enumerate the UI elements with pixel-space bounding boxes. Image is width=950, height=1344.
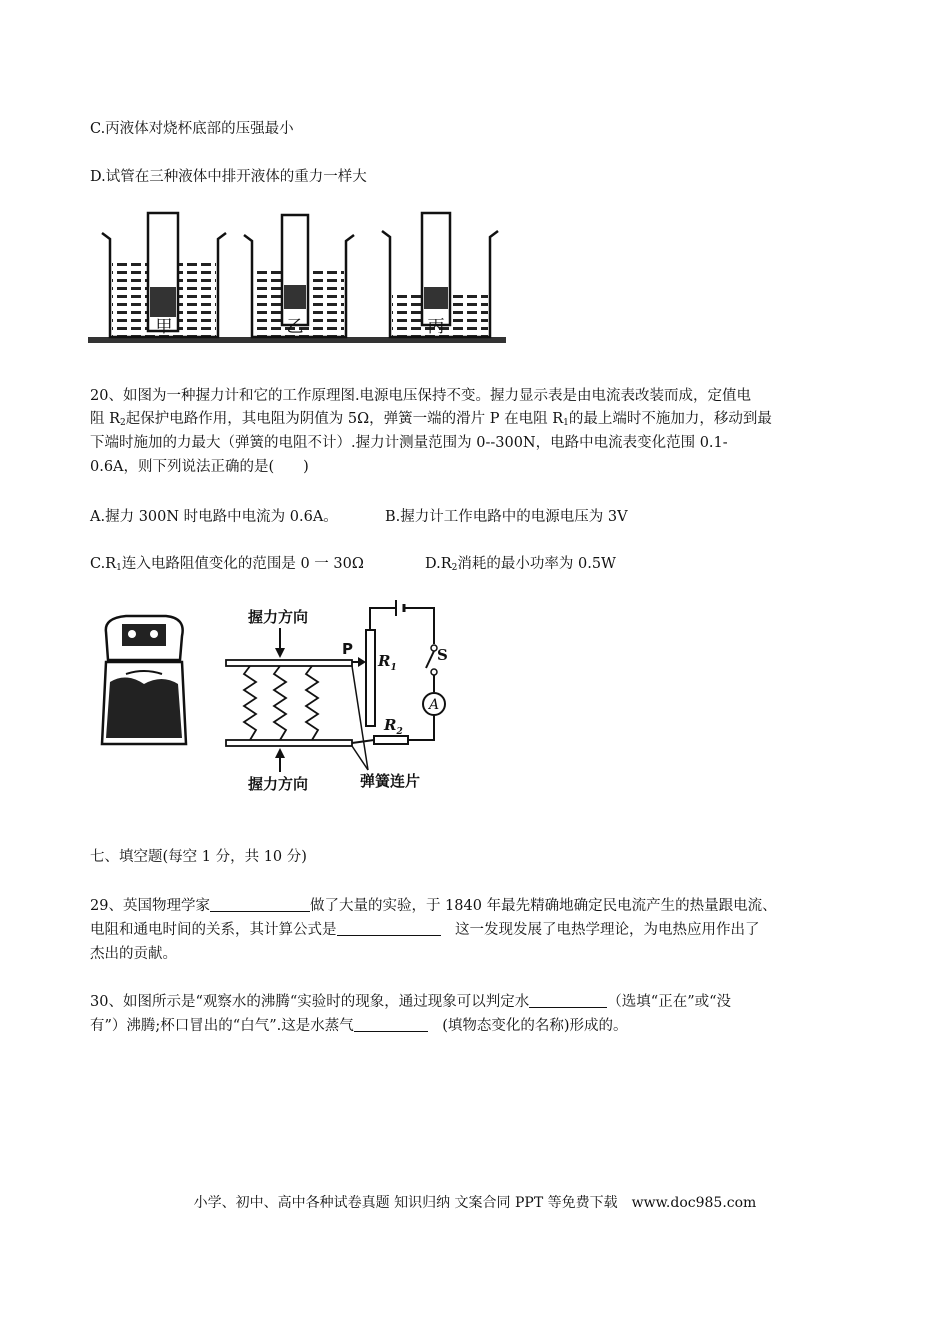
q20-stem-line2-part1: 阻 R xyxy=(90,411,121,427)
spring-connector-label: 弹簧连片 xyxy=(360,772,421,790)
q20-stem-line4: 0.6A，则下列说法正确的是( ) xyxy=(90,459,309,475)
beaker-label-bing: 丙 xyxy=(427,317,445,337)
q30-line2 xyxy=(90,1015,628,1037)
springs xyxy=(244,666,318,740)
q29-part1: 29、英国物理学家 xyxy=(90,898,210,914)
q20-stem-line3: 下端时施加的力最大（弹簧的电阻不计）.握力计测量范围为 0--300N，电路中电流表变化范围 0.1- xyxy=(90,435,728,451)
slider-p-label: P xyxy=(342,640,353,658)
q20-option-a: A.握力 300N 时电路中电流为 0.6A。 xyxy=(90,509,338,525)
q20-option-d-part2: 消耗的最小功率为 0.5W xyxy=(457,556,616,572)
r1-label: $R_1$ xyxy=(378,652,397,673)
q29-part2: 做了大量的实验，于 1840 年最先精确地确定民电流产生的热量跟电流、 xyxy=(309,898,777,914)
q30-part1: 30、如图所示是“观察水的沸腾“实验时的现象，通过现象可以判定水 xyxy=(90,994,530,1010)
q29-part4: 这一发现发展了电热学理论，为电热应用作出了 xyxy=(440,922,760,938)
force-direction-top-label: 握力方向 xyxy=(248,608,309,626)
q20-stem-line1: 20、如图为一种握力计和它的工作原理图.电源电压保持不变。握力显示表是由电流表改装而成，定值电 xyxy=(90,388,752,404)
q20-option-b: B.握力计工作电路中的电源电压为 3V xyxy=(385,509,628,525)
q29-blank-1[interactable] xyxy=(210,897,310,912)
grip-meter-photo xyxy=(96,612,192,752)
force-direction-bottom-label: 握力方向 xyxy=(248,775,309,793)
beaker-label-yi: 乙 xyxy=(286,317,304,337)
option-c-q19: C.丙液体对烧杯底部的压强最小 xyxy=(90,121,294,137)
page-footer: 小学、初中、高中各种试卷真题 知识归纳 文案合同 PPT 等免费下载 www.doc985.com xyxy=(193,1195,757,1211)
r2-label: $R_2$ xyxy=(384,716,403,737)
q29-line3: 杰出的贡献。 xyxy=(90,946,177,962)
q29-line1 xyxy=(90,895,777,917)
q20-stem-line2-part3: 的最上端时不施加力，移动到最 xyxy=(568,411,772,427)
q30-part3: 有”）沸腾;杯口冒出的“白气”.这是水蒸气 xyxy=(90,1018,354,1034)
q30-part2: （选填“正在”或“没 xyxy=(607,994,732,1010)
q30-part4: (填物态变化的名称)形成的。 xyxy=(427,1018,628,1034)
circuit-diagram xyxy=(218,596,450,802)
option-d-q19: D.试管在三种液体中排开液体的重力一样大 xyxy=(90,169,367,185)
q20-option-c xyxy=(90,553,364,579)
q20-option-c-part1: C.R xyxy=(90,556,117,572)
section-7-title: 七、填空题(每空 1 分，共 10 分) xyxy=(90,849,307,865)
q29-blank-2[interactable] xyxy=(337,921,441,936)
ammeter-label: A xyxy=(428,697,440,713)
q20-option-d-part1: D.R xyxy=(425,556,452,572)
q20-stem-line2 xyxy=(90,408,772,434)
q29-part3: 电阻和通电时间的关系，其计算公式是 xyxy=(90,922,337,938)
q20-option-d xyxy=(425,553,616,579)
q20-option-d-sub: 2 xyxy=(451,563,458,573)
beaker-label-jia: 甲 xyxy=(155,317,173,337)
q30-blank-1[interactable] xyxy=(529,993,607,1008)
q20-stem-sub2: 1 xyxy=(563,418,569,428)
q20-stem-line2-part2: 起保护电路作用，其电阻为阴值为 5Ω，弹簧一端的滑片 P 在电阻 R xyxy=(125,411,564,427)
q30-blank-2[interactable] xyxy=(354,1017,428,1032)
switch-s-label: S xyxy=(437,646,448,664)
q20-option-c-sub: 1 xyxy=(116,563,122,573)
q20-stem-sub1: 2 xyxy=(120,418,126,428)
q29-line2 xyxy=(90,919,760,941)
q30-line1 xyxy=(90,991,731,1013)
beakers-figure xyxy=(88,205,508,357)
q20-option-c-part2: 连入电路阻值变化的范围是 0 一 30Ω xyxy=(121,556,364,572)
